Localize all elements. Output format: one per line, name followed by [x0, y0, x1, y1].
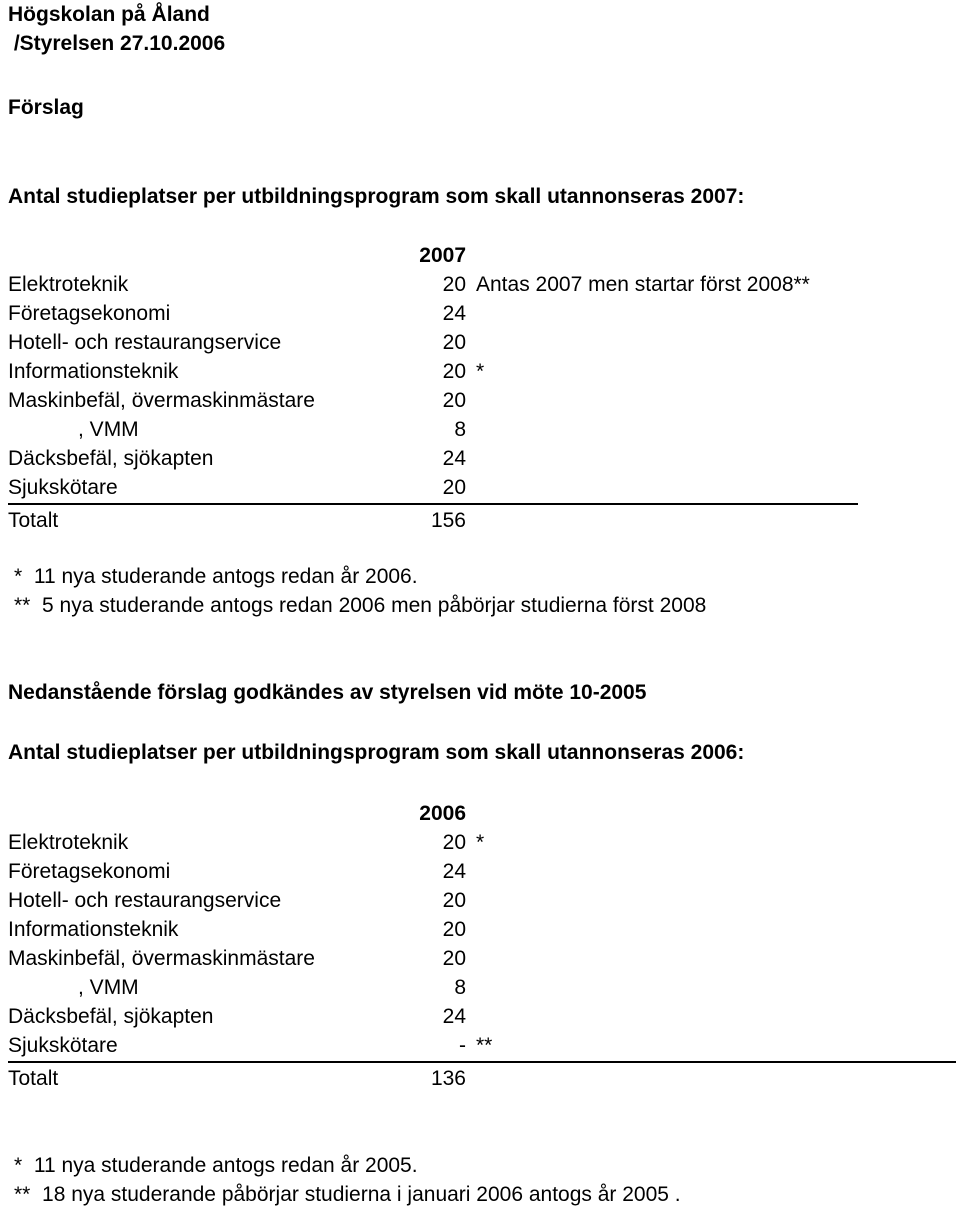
row-note: * — [476, 831, 485, 854]
year-header: 2007 — [419, 244, 466, 267]
row-note: ** — [476, 1034, 493, 1057]
total-label: Totalt — [8, 1067, 59, 1090]
table-row — [8, 388, 466, 414]
table-2006-year-header — [8, 801, 466, 827]
program-seats: 20 — [442, 273, 466, 296]
program-label: Företagsekonomi — [8, 860, 171, 883]
table-row — [8, 446, 466, 472]
section-2006-title: Antal studieplatser per utbildningsprogram som skall utannonseras 2006: — [8, 741, 745, 764]
program-seats: 24 — [442, 447, 466, 470]
total-row — [8, 1066, 466, 1092]
table-row — [8, 888, 466, 914]
program-label: Informationsteknik — [8, 360, 179, 383]
table-2007-year-header — [8, 243, 466, 269]
program-seats: 24 — [442, 302, 466, 325]
program-seats: 24 — [442, 860, 466, 883]
program-label: , VMM — [8, 976, 139, 999]
program-seats: 8 — [454, 976, 466, 999]
table-row — [8, 301, 466, 327]
footnote: * 11 nya studerande antogs redan år 2006. — [14, 565, 418, 588]
program-label: Maskinbefäl, övermaskinmästare — [8, 947, 315, 970]
table-row — [8, 975, 466, 1001]
table-row — [8, 330, 466, 356]
program-label: Däcksbefäl, sjökapten — [8, 447, 214, 470]
program-label: Hotell- och restaurangservice — [8, 331, 282, 354]
footnote: * 11 nya studerande antogs redan år 2005. — [14, 1154, 418, 1177]
row-note: * — [476, 360, 485, 383]
program-label: Informationsteknik — [8, 918, 179, 941]
program-seats: 20 — [442, 476, 466, 499]
program-seats: 8 — [454, 418, 466, 441]
footnote: ** 5 nya studerande antogs redan 2006 men påbörjar studierna först 2008 — [14, 594, 707, 617]
program-seats: 20 — [442, 889, 466, 912]
program-seats: 20 — [442, 360, 466, 383]
table-row — [8, 946, 466, 972]
table-row — [8, 1033, 466, 1059]
section-2007-title: Antal studieplatser per utbildningsprogram som skall utannonseras 2007: — [8, 185, 745, 208]
program-label: Företagsekonomi — [8, 302, 171, 325]
program-label: Maskinbefäl, övermaskinmästare — [8, 389, 315, 412]
total-value: 136 — [430, 1067, 466, 1090]
program-label: Sjukskötare — [8, 1034, 118, 1057]
total-divider — [8, 1061, 956, 1063]
table-row — [8, 417, 466, 443]
table-row — [8, 359, 466, 385]
total-label: Totalt — [8, 509, 59, 532]
program-seats: 20 — [442, 389, 466, 412]
meeting-reference: /Styrelsen 27.10.2006 — [8, 32, 226, 55]
program-seats: 20 — [442, 918, 466, 941]
program-seats: 20 — [442, 331, 466, 354]
program-label: Hotell- och restaurangservice — [8, 889, 282, 912]
program-label: Däcksbefäl, sjökapten — [8, 1005, 214, 1028]
table-row — [8, 917, 466, 943]
program-seats: - — [459, 1034, 466, 1057]
table-row — [8, 272, 466, 298]
institution-name: Högskolan på Åland — [8, 3, 210, 26]
program-seats: 20 — [442, 831, 466, 854]
program-seats: 20 — [442, 947, 466, 970]
year-header: 2006 — [419, 802, 466, 825]
row-note: Antas 2007 men startar först 2008** — [476, 273, 810, 296]
program-label: Sjukskötare — [8, 476, 118, 499]
footnote: ** 18 nya studerande påbörjar studierna i januari 2006 antogs år 2005 . — [14, 1183, 681, 1206]
approval-note: Nedanstående förslag godkändes av styrelsen vid möte 10-2005 — [8, 681, 647, 704]
program-seats: 24 — [442, 1005, 466, 1028]
proposal-heading: Förslag — [8, 96, 84, 119]
table-row — [8, 1004, 466, 1030]
program-label: Elektroteknik — [8, 273, 129, 296]
program-label: , VMM — [8, 418, 139, 441]
table-row — [8, 830, 466, 856]
table-row — [8, 475, 466, 501]
table-row — [8, 859, 466, 885]
program-label: Elektroteknik — [8, 831, 129, 854]
total-value: 156 — [430, 509, 466, 532]
total-row — [8, 508, 466, 534]
total-divider — [8, 503, 858, 505]
